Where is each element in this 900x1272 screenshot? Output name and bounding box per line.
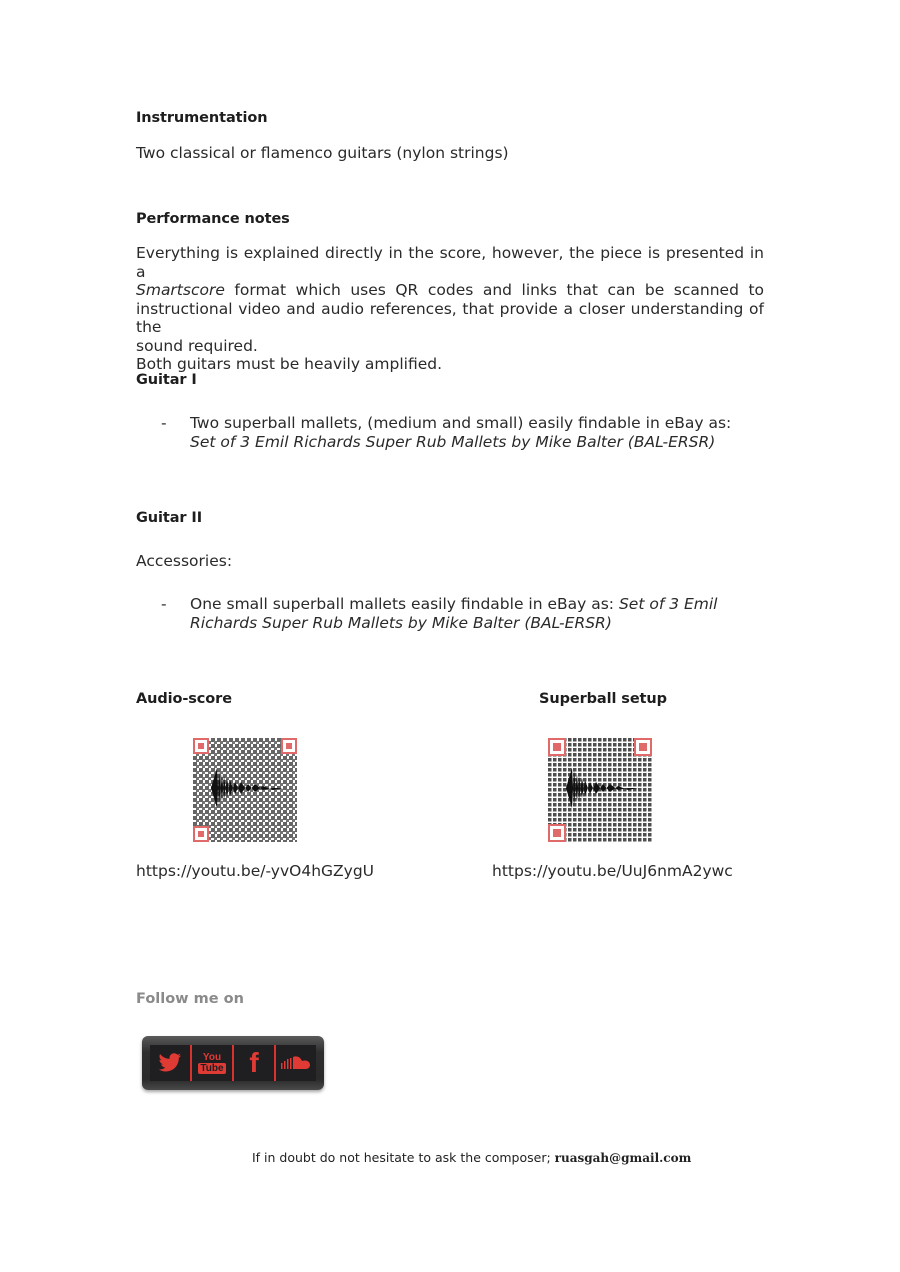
accessories-label: Accessories: bbox=[136, 552, 233, 570]
superball-setup-link[interactable]: https://youtu.be/UuJ6nmA2ywc bbox=[492, 862, 733, 880]
guitar-2-bullet-text: One small superball mallets easily findable in eBay as: Set of 3 Emil Richards Super Rub Mallets by Mike Balter (BAL-ERSR) bbox=[190, 595, 718, 632]
audio-score-qr-code-icon[interactable] bbox=[193, 738, 297, 842]
composer-email[interactable]: ruasgah@gmail.com bbox=[554, 1151, 692, 1165]
performance-line-5: Both guitars must be heavily amplified. bbox=[136, 355, 443, 373]
smartscore-term: Smartscore bbox=[136, 281, 225, 299]
youtube-icon: You Tube bbox=[200, 1052, 224, 1074]
guitar-1-heading: Guitar I bbox=[136, 372, 197, 388]
twitter-button[interactable] bbox=[150, 1045, 192, 1081]
follow-me-label: Follow me on bbox=[136, 991, 244, 1007]
performance-line-1: Everything is explained directly in the score, however, the piece is presented in a bbox=[136, 244, 764, 281]
social-links-inner bbox=[150, 1045, 316, 1081]
performance-line-3: instructional video and audio references, that provide a closer understanding of the bbox=[136, 299, 764, 336]
audio-score-heading: Audio-score bbox=[136, 691, 232, 707]
audio-score-link[interactable]: https://youtu.be/-yvO4hGZygU bbox=[136, 862, 375, 880]
instrumentation-text: Two classical or flamenco guitars (nylon strings) bbox=[136, 144, 509, 162]
facebook-button[interactable] bbox=[234, 1045, 276, 1081]
performance-line-2: Smartscore format which uses QR codes and links that can be scanned to bbox=[136, 281, 764, 299]
footer-note: If in doubt do not hesitate to ask the composer; ruasgah@gmail.com bbox=[252, 1150, 692, 1165]
guitar-2-heading: Guitar II bbox=[136, 510, 202, 526]
bullet-dash: - bbox=[161, 595, 167, 613]
instrumentation-heading: Instrumentation bbox=[136, 110, 268, 126]
performance-notes-heading: Performance notes bbox=[136, 211, 290, 227]
product-name: Set of 3 Emil Richards Super Rub Mallets by Mike Balter (BAL-ERSR) bbox=[190, 432, 716, 451]
guitar-1-bullet-text: Two superball mallets, (medium and small) easily findable in eBay as: Set of 3 Emil Richards Super Rub Mallets by Mike Balter (BAL-ERSR) bbox=[190, 414, 732, 451]
soundcloud-button[interactable] bbox=[276, 1045, 316, 1081]
social-links-bar bbox=[142, 1036, 324, 1090]
performance-notes-body bbox=[136, 244, 764, 374]
soundcloud-icon bbox=[281, 1055, 311, 1071]
facebook-icon: f bbox=[249, 1047, 259, 1078]
guitar-2-bullet bbox=[161, 595, 811, 635]
youtube-button[interactable] bbox=[192, 1045, 234, 1081]
superball-setup-heading: Superball setup bbox=[539, 691, 667, 707]
twitter-icon bbox=[158, 1053, 182, 1073]
performance-line-4: sound required. bbox=[136, 336, 258, 355]
bullet-dash: - bbox=[161, 414, 167, 432]
product-name: Set of 3 Emil Richards Super Rub Mallets by Mike Balter (BAL-ERSR) bbox=[190, 595, 718, 632]
superball-setup-qr-code-icon[interactable] bbox=[548, 738, 652, 842]
guitar-1-bullet bbox=[161, 414, 811, 454]
